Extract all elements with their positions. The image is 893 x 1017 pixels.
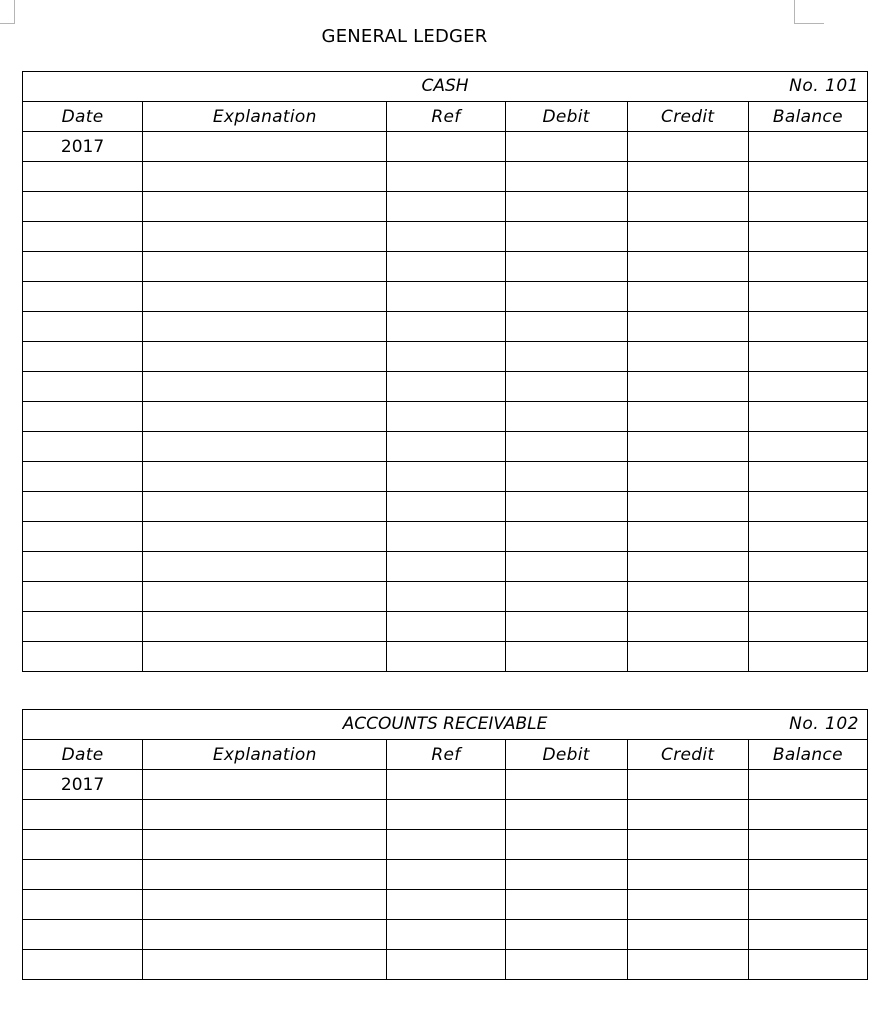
date-cell[interactable] <box>23 222 143 252</box>
debit-cell[interactable] <box>505 552 627 582</box>
balance-cell[interactable] <box>748 492 867 522</box>
ref-cell[interactable] <box>387 432 505 462</box>
balance-cell[interactable] <box>748 402 867 432</box>
column-header-balance: Balance <box>748 740 867 770</box>
balance-cell[interactable] <box>748 830 867 860</box>
debit-cell[interactable] <box>505 612 627 642</box>
debit-cell[interactable] <box>505 890 627 920</box>
table-row <box>23 372 868 402</box>
credit-cell[interactable] <box>627 612 748 642</box>
debit-cell[interactable] <box>505 432 627 462</box>
credit-cell[interactable] <box>627 342 748 372</box>
accounts-receivable-ledger-table <box>22 709 868 980</box>
column-header-balance: Balance <box>748 102 867 132</box>
explanation-cell[interactable] <box>143 132 387 162</box>
credit-cell[interactable] <box>627 492 748 522</box>
credit-cell[interactable] <box>627 800 748 830</box>
explanation-cell[interactable] <box>143 342 387 372</box>
balance-cell[interactable] <box>748 192 867 222</box>
date-cell[interactable] <box>23 402 143 432</box>
credit-cell[interactable] <box>627 222 748 252</box>
date-cell[interactable] <box>23 642 143 672</box>
explanation-cell[interactable] <box>143 800 387 830</box>
explanation-cell[interactable] <box>143 162 387 192</box>
table-row <box>23 162 868 192</box>
page-title: GENERAL LEDGER <box>321 26 488 47</box>
date-cell[interactable] <box>23 342 143 372</box>
table-row <box>23 432 868 462</box>
account-header <box>23 710 868 740</box>
account-number: No. 101 <box>789 76 859 96</box>
column-header-date: Date <box>23 740 143 770</box>
balance-cell[interactable] <box>748 342 867 372</box>
ref-cell[interactable] <box>387 770 505 800</box>
credit-cell[interactable] <box>627 890 748 920</box>
ref-cell[interactable] <box>387 372 505 402</box>
table-row <box>23 830 868 860</box>
explanation-cell[interactable] <box>143 920 387 950</box>
column-header-explanation: Explanation <box>143 740 387 770</box>
balance-cell[interactable] <box>748 432 867 462</box>
debit-cell[interactable] <box>505 800 627 830</box>
balance-cell[interactable] <box>748 770 867 800</box>
debit-cell[interactable] <box>505 252 627 282</box>
debit-cell[interactable] <box>505 492 627 522</box>
date-cell[interactable] <box>23 950 143 980</box>
table-row <box>23 582 868 612</box>
debit-cell[interactable] <box>505 402 627 432</box>
table-row <box>23 920 868 950</box>
credit-cell[interactable] <box>627 462 748 492</box>
explanation-cell[interactable] <box>143 552 387 582</box>
credit-cell[interactable] <box>627 552 748 582</box>
date-cell[interactable] <box>23 462 143 492</box>
date-cell[interactable] <box>23 552 143 582</box>
table-row <box>23 522 868 552</box>
credit-cell[interactable] <box>627 132 748 162</box>
credit-cell[interactable] <box>627 830 748 860</box>
ref-cell[interactable] <box>387 222 505 252</box>
date-cell[interactable] <box>23 860 143 890</box>
explanation-cell[interactable] <box>143 860 387 890</box>
cash-ledger-table <box>22 71 868 672</box>
table-row <box>23 312 868 342</box>
table-row <box>23 950 868 980</box>
ref-cell[interactable] <box>387 342 505 372</box>
column-header-debit: Debit <box>505 740 627 770</box>
ref-cell[interactable] <box>387 800 505 830</box>
explanation-cell[interactable] <box>143 950 387 980</box>
debit-cell[interactable] <box>505 282 627 312</box>
date-cell[interactable] <box>23 282 143 312</box>
column-header-credit: Credit <box>627 102 748 132</box>
debit-cell[interactable] <box>505 312 627 342</box>
date-cell[interactable] <box>23 830 143 860</box>
explanation-cell[interactable] <box>143 462 387 492</box>
balance-cell[interactable] <box>748 372 867 402</box>
credit-cell[interactable] <box>627 642 748 672</box>
ref-cell[interactable] <box>387 312 505 342</box>
table-row <box>23 800 868 830</box>
debit-cell[interactable] <box>505 222 627 252</box>
ref-cell[interactable] <box>387 582 505 612</box>
debit-cell[interactable] <box>505 162 627 192</box>
debit-cell[interactable] <box>505 770 627 800</box>
table-row <box>23 642 868 672</box>
explanation-cell[interactable] <box>143 890 387 920</box>
balance-cell[interactable] <box>748 582 867 612</box>
debit-cell[interactable] <box>505 522 627 552</box>
debit-cell[interactable] <box>505 860 627 890</box>
column-header-ref: Ref <box>387 102 505 132</box>
explanation-cell[interactable] <box>143 372 387 402</box>
explanation-cell[interactable] <box>143 402 387 432</box>
date-cell[interactable] <box>23 920 143 950</box>
explanation-cell[interactable] <box>143 612 387 642</box>
credit-cell[interactable] <box>627 162 748 192</box>
date-cell[interactable]: 2017 <box>23 132 143 162</box>
balance-cell[interactable] <box>748 860 867 890</box>
ref-cell[interactable] <box>387 252 505 282</box>
balance-cell[interactable] <box>748 462 867 492</box>
ref-cell[interactable] <box>387 552 505 582</box>
table-row <box>23 770 868 800</box>
ref-cell[interactable] <box>387 402 505 432</box>
ref-cell[interactable] <box>387 192 505 222</box>
table-row <box>23 552 868 582</box>
credit-cell[interactable] <box>627 312 748 342</box>
ref-cell[interactable] <box>387 522 505 552</box>
balance-cell[interactable] <box>748 162 867 192</box>
balance-cell[interactable] <box>748 312 867 342</box>
balance-cell[interactable] <box>748 612 867 642</box>
table-row <box>23 282 868 312</box>
explanation-cell[interactable] <box>143 582 387 612</box>
balance-cell[interactable] <box>748 950 867 980</box>
table-row <box>23 252 868 282</box>
credit-cell[interactable] <box>627 582 748 612</box>
credit-cell[interactable] <box>627 432 748 462</box>
ref-cell[interactable] <box>387 162 505 192</box>
debit-cell[interactable] <box>505 830 627 860</box>
column-header-ref: Ref <box>387 740 505 770</box>
ref-cell[interactable] <box>387 492 505 522</box>
explanation-cell[interactable] <box>143 312 387 342</box>
debit-cell[interactable] <box>505 372 627 402</box>
credit-cell[interactable] <box>627 770 748 800</box>
debit-cell[interactable] <box>505 462 627 492</box>
table-row <box>23 222 868 252</box>
balance-cell[interactable] <box>748 132 867 162</box>
debit-cell[interactable] <box>505 920 627 950</box>
explanation-cell[interactable] <box>143 252 387 282</box>
explanation-cell[interactable] <box>143 770 387 800</box>
credit-cell[interactable] <box>627 950 748 980</box>
balance-cell[interactable] <box>748 282 867 312</box>
balance-cell[interactable] <box>748 552 867 582</box>
balance-cell[interactable] <box>748 800 867 830</box>
date-cell[interactable] <box>23 492 143 522</box>
date-cell[interactable] <box>23 522 143 552</box>
crop-mark-left <box>0 0 15 24</box>
explanation-cell[interactable] <box>143 492 387 522</box>
table-row <box>23 342 868 372</box>
debit-cell[interactable] <box>505 192 627 222</box>
date-cell[interactable] <box>23 192 143 222</box>
table-row <box>23 402 868 432</box>
explanation-cell[interactable] <box>143 432 387 462</box>
credit-cell[interactable] <box>627 522 748 552</box>
balance-cell[interactable] <box>748 252 867 282</box>
date-cell[interactable]: 2017 <box>23 770 143 800</box>
debit-cell[interactable] <box>505 950 627 980</box>
account-number: No. 102 <box>789 714 859 734</box>
account-header <box>23 72 868 102</box>
credit-cell[interactable] <box>627 372 748 402</box>
table-row <box>23 492 868 522</box>
ref-cell[interactable] <box>387 950 505 980</box>
debit-cell[interactable] <box>505 642 627 672</box>
ref-cell[interactable] <box>387 462 505 492</box>
column-header-row <box>23 102 868 132</box>
table-row <box>23 860 868 890</box>
date-cell[interactable] <box>23 312 143 342</box>
date-cell[interactable] <box>23 432 143 462</box>
ref-cell[interactable] <box>387 920 505 950</box>
column-header-credit: Credit <box>627 740 748 770</box>
debit-cell[interactable] <box>505 132 627 162</box>
table-row <box>23 890 868 920</box>
ref-cell[interactable] <box>387 890 505 920</box>
credit-cell[interactable] <box>627 860 748 890</box>
table-row <box>23 462 868 492</box>
ledger-body <box>23 132 868 672</box>
balance-cell[interactable] <box>748 890 867 920</box>
ledger-body <box>23 770 868 980</box>
account-name: CASH <box>421 76 469 96</box>
explanation-cell[interactable] <box>143 282 387 312</box>
date-cell[interactable] <box>23 252 143 282</box>
balance-cell[interactable] <box>748 222 867 252</box>
balance-cell[interactable] <box>748 642 867 672</box>
table-row <box>23 612 868 642</box>
ref-cell[interactable] <box>387 642 505 672</box>
column-header-date: Date <box>23 102 143 132</box>
debit-cell[interactable] <box>505 342 627 372</box>
credit-cell[interactable] <box>627 920 748 950</box>
date-cell[interactable] <box>23 372 143 402</box>
ref-cell[interactable] <box>387 860 505 890</box>
debit-cell[interactable] <box>505 582 627 612</box>
ref-cell[interactable] <box>387 132 505 162</box>
date-cell[interactable] <box>23 890 143 920</box>
date-cell[interactable] <box>23 582 143 612</box>
explanation-cell[interactable] <box>143 830 387 860</box>
credit-cell[interactable] <box>627 282 748 312</box>
credit-cell[interactable] <box>627 192 748 222</box>
date-cell[interactable] <box>23 612 143 642</box>
crop-mark-right <box>794 0 824 24</box>
explanation-cell[interactable] <box>143 522 387 552</box>
explanation-cell[interactable] <box>143 642 387 672</box>
balance-cell[interactable] <box>748 920 867 950</box>
date-cell[interactable] <box>23 162 143 192</box>
balance-cell[interactable] <box>748 522 867 552</box>
account-name: ACCOUNTS RECEIVABLE <box>342 714 548 734</box>
ref-cell[interactable] <box>387 830 505 860</box>
date-cell[interactable] <box>23 800 143 830</box>
table-row <box>23 132 868 162</box>
column-header-explanation: Explanation <box>143 102 387 132</box>
ref-cell[interactable] <box>387 612 505 642</box>
table-row <box>23 192 868 222</box>
column-header-row <box>23 740 868 770</box>
credit-cell[interactable] <box>627 402 748 432</box>
ref-cell[interactable] <box>387 282 505 312</box>
explanation-cell[interactable] <box>143 192 387 222</box>
column-header-debit: Debit <box>505 102 627 132</box>
explanation-cell[interactable] <box>143 222 387 252</box>
credit-cell[interactable] <box>627 252 748 282</box>
